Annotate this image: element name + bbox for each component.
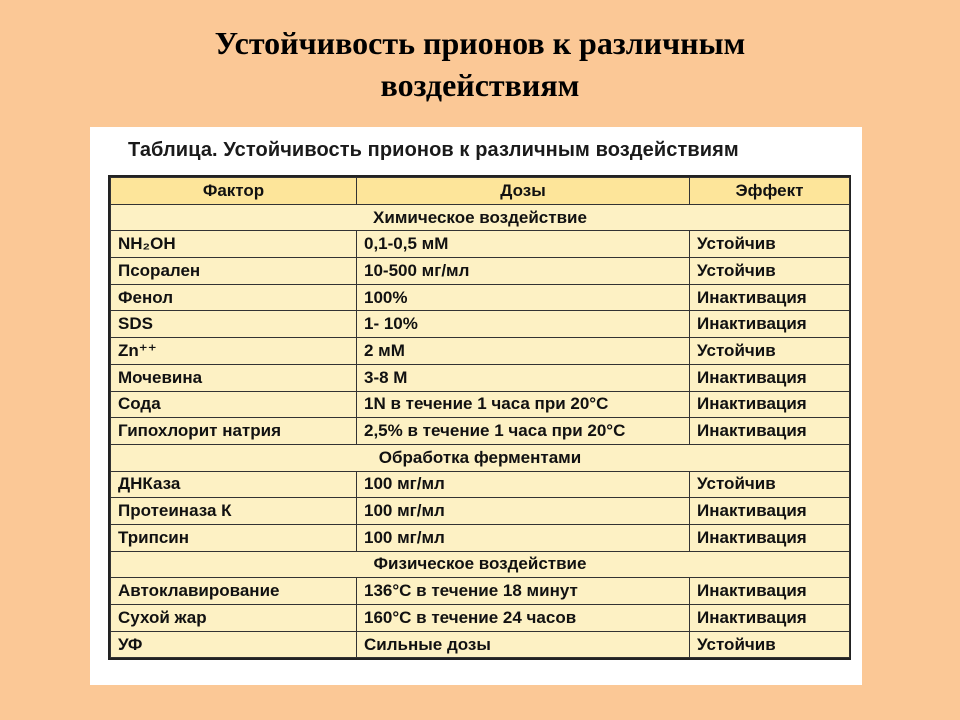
dose-cell: 136°С в течение 18 минут [357, 578, 690, 605]
effect-cell: Устойчив [690, 338, 850, 365]
table-row [111, 471, 850, 498]
section-title: Обработка ферментами [111, 444, 850, 471]
effect-cell: Устойчив [690, 631, 850, 658]
factor-cell: Трипсин [111, 524, 357, 551]
table-row [111, 284, 850, 311]
factor-cell: ДНКаза [111, 471, 357, 498]
factor-cell: Zn⁺⁺ [111, 338, 357, 365]
dose-cell: 100 мг/мл [357, 498, 690, 525]
header-dose: Дозы [357, 178, 690, 205]
effect-cell: Инактивация [690, 524, 850, 551]
factor-cell: Гипохлорит натрия [111, 418, 357, 445]
table-frame [108, 175, 851, 660]
factor-cell: Протеиназа К [111, 498, 357, 525]
section-title: Химическое воздействие [111, 204, 850, 231]
factor-cell: SDS [111, 311, 357, 338]
effect-cell: Инактивация [690, 364, 850, 391]
table-row [111, 631, 850, 658]
table-row [111, 391, 850, 418]
dose-cell: 1N в течение 1 часа при 20°С [357, 391, 690, 418]
dose-cell: 2,5% в течение 1 часа при 20°С [357, 418, 690, 445]
factor-cell: Мочевина [111, 364, 357, 391]
table-row [111, 311, 850, 338]
effect-cell: Устойчив [690, 258, 850, 285]
table-caption: Таблица. Устойчивость прионов к различным воздействиям [128, 139, 739, 161]
table-row [111, 498, 850, 525]
table-panel [90, 127, 862, 685]
dose-cell: 2 мМ [357, 338, 690, 365]
slide-title [0, 22, 960, 106]
header-factor: Фактор [111, 178, 357, 205]
prion-resistance-table [110, 177, 850, 658]
table-row [111, 578, 850, 605]
dose-cell: 3-8 М [357, 364, 690, 391]
effect-cell: Инактивация [690, 605, 850, 632]
dose-cell: 100 мг/мл [357, 524, 690, 551]
effect-cell: Инактивация [690, 311, 850, 338]
effect-cell: Устойчив [690, 231, 850, 258]
slide-title-line-1: Устойчивость прионов к различным [214, 25, 746, 61]
factor-cell: Псорален [111, 258, 357, 285]
dose-cell: Сильные дозы [357, 631, 690, 658]
factor-cell: УФ [111, 631, 357, 658]
dose-cell: 0,1-0,5 мМ [357, 231, 690, 258]
slide-title-line-2: воздействиям [380, 67, 580, 103]
factor-cell: Сухой жар [111, 605, 357, 632]
table-row [111, 258, 850, 285]
section-row-enzymes [111, 444, 850, 471]
effect-cell: Инактивация [690, 498, 850, 525]
table-row [111, 231, 850, 258]
factor-cell: Сода [111, 391, 357, 418]
section-row-chemical [111, 204, 850, 231]
dose-cell: 10-500 мг/мл [357, 258, 690, 285]
dose-cell: 160°С в течение 24 часов [357, 605, 690, 632]
factor-cell: NH₂OH [111, 231, 357, 258]
table-row [111, 605, 850, 632]
table-row [111, 338, 850, 365]
table-header-row [111, 178, 850, 205]
factor-cell: Автоклавирование [111, 578, 357, 605]
effect-cell: Инактивация [690, 284, 850, 311]
dose-cell: 100 мг/мл [357, 471, 690, 498]
section-row-physical [111, 551, 850, 578]
effect-cell: Инактивация [690, 578, 850, 605]
factor-cell: Фенол [111, 284, 357, 311]
table-row [111, 418, 850, 445]
section-title: Физическое воздействие [111, 551, 850, 578]
effect-cell: Устойчив [690, 471, 850, 498]
dose-cell: 1- 10% [357, 311, 690, 338]
effect-cell: Инактивация [690, 418, 850, 445]
dose-cell: 100% [357, 284, 690, 311]
effect-cell: Инактивация [690, 391, 850, 418]
header-effect: Эффект [690, 178, 850, 205]
table-row [111, 364, 850, 391]
table-body [111, 204, 850, 658]
table-row [111, 524, 850, 551]
